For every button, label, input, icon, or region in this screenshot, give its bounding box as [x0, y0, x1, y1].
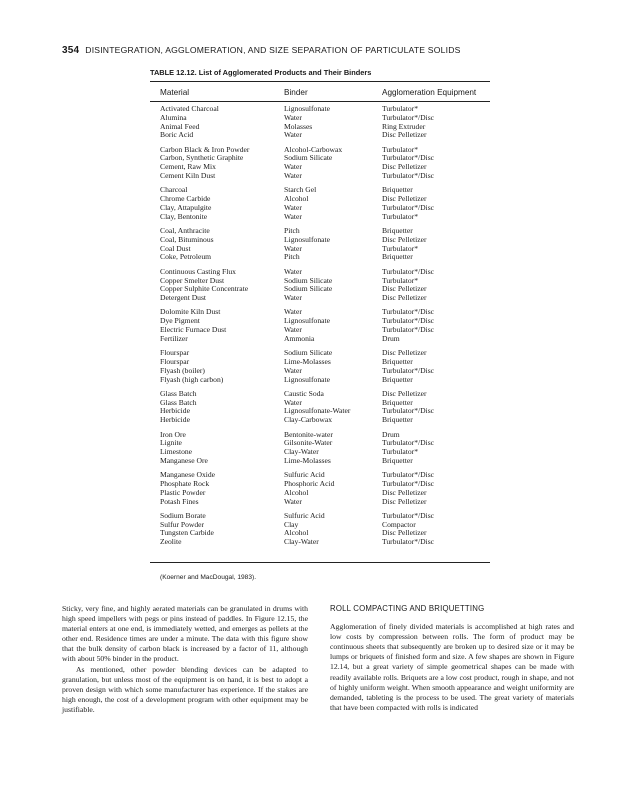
cell-equipment: Briquetter: [382, 415, 413, 425]
table-row: [160, 172, 500, 181]
table-row: [160, 335, 500, 344]
table-row: [160, 480, 500, 489]
table-row: [160, 308, 500, 317]
cell-binder: Clay-Water: [284, 447, 319, 457]
cell-binder: Water: [284, 162, 302, 172]
cell-binder: Caustic Soda: [284, 388, 324, 398]
table-row: [160, 245, 500, 254]
cell-material: Potash Fines: [160, 496, 199, 506]
cell-material: Electric Furnace Dust: [160, 325, 227, 335]
cell-binder: Lignosulfonate: [284, 316, 330, 326]
cell-material: Dolomite Kiln Dust: [160, 307, 221, 317]
cell-material: Iron Ore: [160, 429, 186, 439]
cell-binder: Lime-Molasses: [284, 455, 331, 465]
table-row-group: [160, 390, 500, 425]
cell-material: Continuous Casting Flux: [160, 266, 236, 276]
table-row: [160, 105, 500, 114]
table-row: [160, 457, 500, 466]
table-bottom-rule: [150, 562, 490, 563]
paragraph: As mentioned, other powder blending devices can be adapted to granulation, but unless most of the equipment is on hand, it is best to adopt a proven design with which some manufacturer has experience. If the stakes are high enough, the cost of a development program with other equipment may be justifiable.: [62, 664, 308, 714]
cell-material: Clay, Attapulgite: [160, 202, 212, 212]
cell-binder: Water: [284, 496, 302, 506]
cell-material: Sodium Borate: [160, 510, 206, 520]
cell-equipment: Briquetter: [382, 226, 413, 236]
cell-material: Coal, Anthracite: [160, 226, 210, 236]
cell-binder: Alcohol: [284, 528, 309, 538]
cell-equipment: Turbulator*/Disc: [382, 266, 435, 276]
table-row-group: [160, 146, 500, 181]
table-top-rule: [150, 81, 490, 82]
table-row-group: [160, 227, 500, 262]
table-row-group: [160, 431, 500, 466]
cell-material: Coal, Bituminous: [160, 234, 214, 244]
cell-equipment: Turbulator*/Disc: [382, 478, 435, 488]
cell-equipment: Briquetter: [382, 356, 413, 366]
table-row: [160, 416, 500, 425]
column-header-equipment: Agglomeration Equipment: [382, 88, 477, 97]
cell-equipment: Turbulator*/Disc: [382, 153, 435, 163]
cell-material: Cement Kiln Dust: [160, 171, 216, 181]
cell-equipment: Disc Pelletizer: [382, 496, 427, 506]
cell-material: Herbicide: [160, 415, 190, 425]
cell-binder: Lime-Molasses: [284, 356, 331, 366]
cell-binder: Water: [284, 202, 302, 212]
cell-material: Flourspar: [160, 348, 190, 358]
cell-binder: Clay: [284, 519, 299, 529]
cell-equipment: Disc Pelletizer: [382, 284, 427, 294]
cell-binder: Water: [284, 243, 302, 253]
cell-material: Activated Charcoal: [160, 104, 219, 113]
cell-binder: Water: [284, 325, 302, 335]
table-row: [160, 439, 500, 448]
cell-material: Sulfur Powder: [160, 519, 205, 529]
table-row: [160, 326, 500, 335]
cell-equipment: Drum: [382, 333, 400, 343]
cell-material: Animal Feed: [160, 121, 200, 131]
cell-equipment: Turbulator*/Disc: [382, 470, 435, 480]
cell-binder: Water: [284, 130, 302, 140]
table-row: [160, 498, 500, 507]
cell-material: Manganese Oxide: [160, 470, 216, 480]
table-row: [160, 390, 500, 399]
cell-material: Lignite: [160, 438, 182, 448]
table-title: TABLE 12.12. List of Agglomerated Products and Their Binders: [150, 68, 372, 77]
cell-material: Clay, Bentonite: [160, 211, 208, 221]
cell-binder: Water: [284, 112, 302, 122]
table-row: [160, 186, 500, 195]
cell-equipment: Disc Pelletizer: [382, 348, 427, 358]
table-row: [160, 538, 500, 547]
table-row: [160, 213, 500, 222]
page-number: 354: [62, 45, 80, 56]
table-row: [160, 236, 500, 245]
cell-equipment: Turbulator*: [382, 447, 419, 457]
cell-material: Charcoal: [160, 185, 188, 195]
cell-material: Flourspar: [160, 356, 190, 366]
cell-equipment: Turbulator*: [382, 243, 419, 253]
cell-equipment: Ring Extruder: [382, 121, 426, 131]
cell-equipment: Turbulator*: [382, 104, 419, 113]
cell-binder: Lignosulfonate: [284, 234, 330, 244]
cell-binder: Water: [284, 293, 302, 303]
cell-binder: Lignosulfonate-Water: [284, 406, 351, 416]
cell-equipment: Turbulator*/Disc: [382, 537, 435, 547]
cell-equipment: Turbulator*/Disc: [382, 438, 435, 448]
cell-equipment: Compactor: [382, 519, 416, 529]
table-row: [160, 253, 500, 262]
cell-binder: Water: [284, 171, 302, 181]
column-header-binder: Binder: [284, 88, 308, 97]
cell-material: Detergent Dust: [160, 293, 207, 303]
table-row-group: [160, 105, 500, 140]
table-row: [160, 376, 500, 385]
cell-binder: Sodium Silicate: [284, 275, 333, 285]
cell-material: Manganese Ore: [160, 455, 208, 465]
cell-equipment: Briquetter: [382, 252, 413, 262]
body-right-column: [330, 604, 574, 713]
table-row-group: [160, 268, 500, 303]
cell-binder: Water: [284, 397, 302, 407]
table-row: [160, 489, 500, 498]
cell-equipment: Turbulator*/Disc: [382, 406, 435, 416]
section-heading: ROLL COMPACTING AND BRIQUETTING: [330, 604, 485, 613]
cell-binder: Lignosulfonate: [284, 104, 330, 113]
cell-binder: Pitch: [284, 226, 300, 236]
cell-material: Glass Batch: [160, 388, 197, 398]
cell-equipment: Turbulator*/Disc: [382, 316, 435, 326]
table-row: [160, 114, 500, 123]
cell-binder: Starch Gel: [284, 185, 317, 195]
cell-equipment: Turbulator*/Disc: [382, 510, 435, 520]
paragraph: Agglomeration of finely divided materials is accomplished at high rates and low costs by compression between rolls. The form of product may be continuous sheets that subsequently are broken up to desired size or it may be lumps or briquets of finished form and size. A few shapes are shown in Figure 12.14, but a great variety of simple geometrical shapes can be made with readily available rolls. Briquets are a low cost product, rough in shape, and not of highly uniform weight. When smooth appearance and weight uniformity are demanded, tableting is the process to be used. The great variety of materials that have been compacted with rolls is indicated: [330, 622, 574, 712]
cell-material: Alumina: [160, 112, 187, 122]
table-row: [160, 294, 500, 303]
cell-binder: Pitch: [284, 252, 300, 262]
cell-binder: Sulfuric Acid: [284, 470, 325, 480]
cell-equipment: Disc Pelletizer: [382, 162, 427, 172]
cell-material: Glass Batch: [160, 397, 197, 407]
cell-binder: Sulfuric Acid: [284, 510, 325, 520]
table-row: [160, 529, 500, 538]
cell-material: Copper Sulphite Concentrate: [160, 284, 249, 294]
table-row: [160, 123, 500, 132]
cell-equipment: Turbulator*: [382, 144, 419, 154]
cell-equipment: Drum: [382, 429, 400, 439]
table-row-group: [160, 471, 500, 506]
table-row: [160, 512, 500, 521]
cell-equipment: Turbulator*: [382, 211, 419, 221]
table-row: [160, 195, 500, 204]
cell-material: Flyash (high carbon): [160, 374, 224, 384]
cell-binder: Bentonite-water: [284, 429, 333, 439]
running-title: DISINTEGRATION, AGGLOMERATION, AND SIZE SEPARATION OF PARTICULATE SOLIDS: [85, 45, 461, 55]
cell-binder: Alcohol: [284, 194, 309, 204]
cell-binder: Clay-Water: [284, 537, 319, 547]
table-row: [160, 204, 500, 213]
cell-material: Chrome Carbide: [160, 194, 211, 204]
cell-equipment: Briquetter: [382, 455, 413, 465]
cell-equipment: Turbulator*/Disc: [382, 307, 435, 317]
cell-material: Zeolite: [160, 537, 182, 547]
cell-material: Flyash (boiler): [160, 365, 205, 375]
cell-binder: Alcohol: [284, 487, 309, 497]
table-body: [160, 105, 500, 553]
cell-equipment: Disc Pelletizer: [382, 194, 427, 204]
cell-material: Herbicide: [160, 406, 190, 416]
cell-material: Coke, Petroleum: [160, 252, 212, 262]
paragraph: Sticky, very fine, and highly aerated materials can be granulated in drums with high speed impellers with pegs or pins instead of paddles. In Figure 12.15, the material enters at one end, is immediately wetted, and emerges as pellets at the other end. Residence times are under a minute. The data with this figure show that the bulk density of carbon black is increased by a factor of 11, although with about 50% binder in the product.: [62, 604, 308, 664]
cell-material: Phosphate Rock: [160, 478, 210, 488]
cell-material: Dye Pigment: [160, 316, 200, 326]
table-row-group: [160, 512, 500, 547]
cell-binder: Molasses: [284, 121, 313, 131]
cell-equipment: Turbulator*/Disc: [382, 112, 435, 122]
column-header-material: Material: [160, 88, 190, 97]
cell-binder: Phosphoric Acid: [284, 478, 335, 488]
cell-equipment: Disc Pelletizer: [382, 130, 427, 140]
table-row: [160, 285, 500, 294]
table-source-note: (Koerner and MacDougal, 1983).: [160, 574, 257, 581]
cell-material: Plastic Powder: [160, 487, 206, 497]
cell-equipment: Turbulator*/Disc: [382, 202, 435, 212]
cell-binder: Sodium Silicate: [284, 348, 333, 358]
cell-material: Fertilizer: [160, 333, 188, 343]
cell-binder: Lignosulfonate: [284, 374, 330, 384]
cell-equipment: Disc Pelletizer: [382, 234, 427, 244]
cell-material: Carbon Black & Iron Powder: [160, 144, 250, 154]
cell-material: Carbon, Synthetic Graphite: [160, 153, 244, 163]
cell-equipment: Briquetter: [382, 374, 413, 384]
cell-equipment: Disc Pelletizer: [382, 528, 427, 538]
table-header-rule: [150, 101, 490, 102]
cell-equipment: Turbulator*/Disc: [382, 325, 435, 335]
cell-equipment: Disc Pelletizer: [382, 293, 427, 303]
cell-material: Copper Smelter Dust: [160, 275, 225, 285]
body-left-column: [62, 604, 308, 715]
cell-binder: Alcohol-Carbowax: [284, 144, 343, 154]
cell-binder: Water: [284, 266, 302, 276]
cell-equipment: Disc Pelletizer: [382, 388, 427, 398]
cell-material: Coal Dust: [160, 243, 191, 253]
cell-equipment: Turbulator*/Disc: [382, 365, 435, 375]
cell-equipment: Turbulator*: [382, 275, 419, 285]
cell-equipment: Briquetter: [382, 185, 413, 195]
cell-equipment: Disc Pelletizer: [382, 487, 427, 497]
cell-binder: Gilsonite-Water: [284, 438, 333, 448]
table-row-group: [160, 349, 500, 384]
running-header: [62, 45, 461, 56]
table-row-group: [160, 308, 500, 343]
cell-material: Boric Acid: [160, 130, 194, 140]
cell-binder: Sodium Silicate: [284, 153, 333, 163]
cell-material: Cement, Raw Mix: [160, 162, 216, 172]
table-row-group: [160, 186, 500, 221]
cell-equipment: Briquetter: [382, 397, 413, 407]
cell-binder: Water: [284, 307, 302, 317]
cell-binder: Water: [284, 211, 302, 221]
cell-binder: Clay-Carbowax: [284, 415, 333, 425]
cell-material: Tungsten Carbide: [160, 528, 214, 538]
cell-binder: Water: [284, 365, 302, 375]
table-row: [160, 131, 500, 140]
cell-binder: Ammonia: [284, 333, 315, 343]
table-row: [160, 358, 500, 367]
cell-equipment: Turbulator*/Disc: [382, 171, 435, 181]
cell-material: Limestone: [160, 447, 193, 457]
cell-binder: Sodium Silicate: [284, 284, 333, 294]
